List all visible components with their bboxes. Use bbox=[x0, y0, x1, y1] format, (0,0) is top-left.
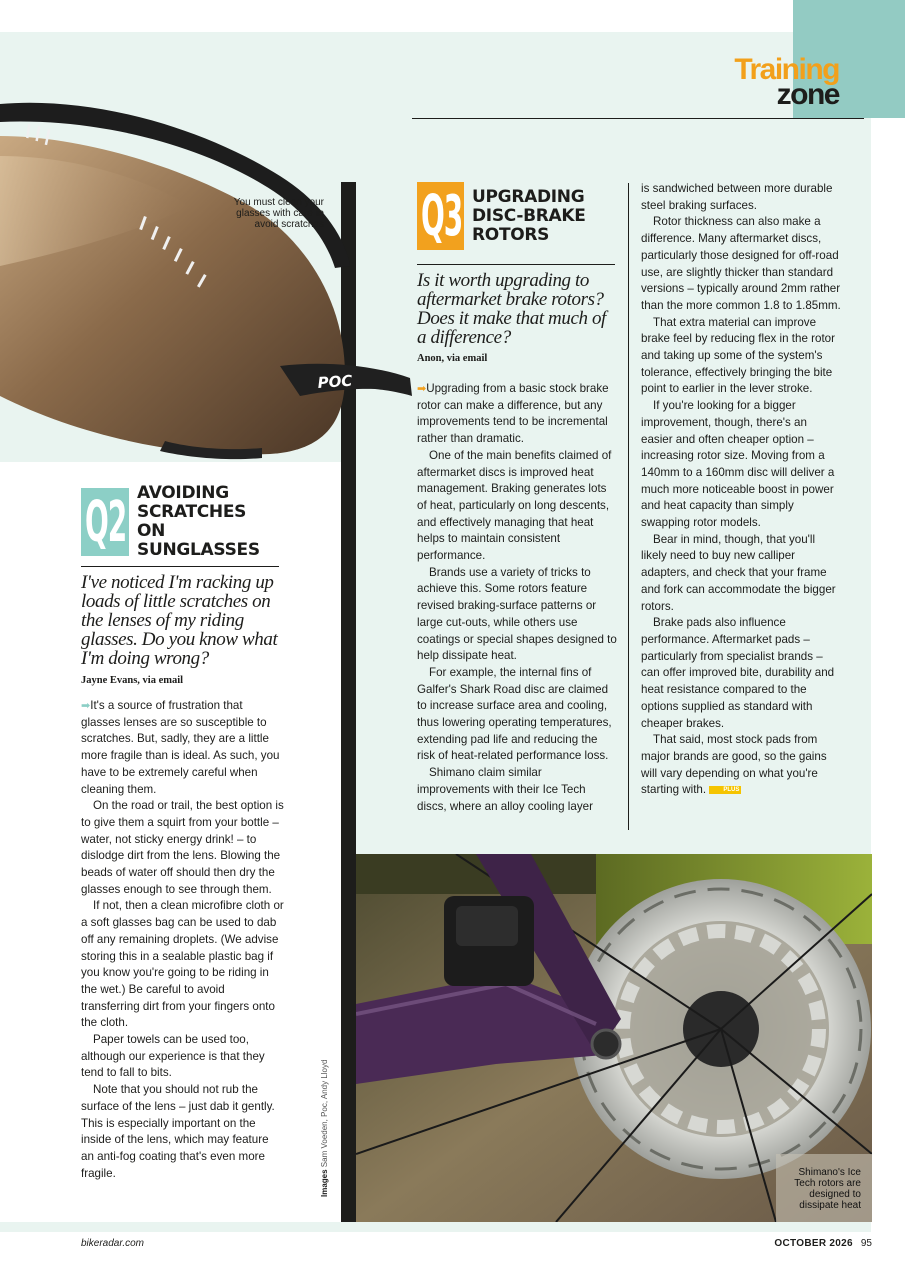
q2-number: Q2 bbox=[85, 490, 127, 555]
page-number: 95 bbox=[860, 1238, 872, 1249]
q2-question: I've noticed I'm racking up loads of little scratches on the lenses of my riding glasses. Do you know what I'm doing wrong? bbox=[81, 572, 278, 669]
end-mark-icon: PLUS bbox=[709, 786, 741, 794]
q3-paragraph: If you're looking for a bigger improvement, though, there's an easier and often cheaper option – increasing rotor size. Moving from a 140mm to a 160mm disc will deliver a much more noticeable boost in power and heat capacity than simply swapping rotor models. bbox=[641, 399, 835, 530]
q2-asker: Jayne Evans, via email bbox=[81, 675, 184, 686]
sunglasses-photo bbox=[0, 96, 416, 466]
q3-answer-column-1 bbox=[417, 381, 617, 815]
q3-paragraph: That said, most stock pads from major brands are good, so the gains will vary depending on what you're starting with. PLUS bbox=[641, 733, 827, 797]
q2-paragraph: Paper towels can be used too, although our experience is that they tend to fall to bits. bbox=[81, 1033, 265, 1080]
section-logo bbox=[734, 53, 839, 111]
q3-title-rule bbox=[417, 264, 615, 265]
q3-paragraph: Shimano claim similar improvements with their Ice Tech discs, where an alloy cooling layer bbox=[417, 766, 593, 813]
q3-paragraph: Brands use a variety of tricks to achieve this. Some rotors feature revised braking-surface patterns or large cut-outs, while others use coatings or special shapes designed to help dissipate heat. bbox=[417, 565, 617, 663]
q3-paragraph: Rotor thickness can also make a difference. Many aftermarket discs, particularly those designed for off-road use, are slightly thicker than standard versions – typically around 2mm rather than the more common 1.8 to 1.85mm. bbox=[641, 215, 841, 312]
footer-issue-date: OCTOBER 2026 bbox=[774, 1238, 853, 1249]
section-logo-line1: Training bbox=[734, 53, 839, 86]
q2-paragraph: Note that you should not rub the surface of the lens – just dab it gently. This is especially important on the inside of the lens, which may feature an anti-fog coating that's even more fragile. bbox=[81, 1083, 275, 1180]
q3-number: Q3 bbox=[421, 184, 463, 249]
arrow-icon: ➡ bbox=[81, 700, 91, 712]
q3-paragraph: Bear in mind, though, that you'll likely need to buy new calliper adapters, and check that your frame and fork can accommodate the bigger rotors. bbox=[641, 532, 836, 613]
q3-heading bbox=[417, 182, 592, 250]
q2-heading bbox=[81, 484, 267, 560]
image-credit: Images Sam Voeden, Poc, Andy Lloyd bbox=[320, 1059, 329, 1197]
footer-site: bikeradar.com bbox=[81, 1238, 144, 1249]
q3-paragraph: is sandwiched between more durable steel braking surfaces. bbox=[641, 182, 833, 212]
q2-title: AVOIDING SCRATCHES ON SUNGLASSES bbox=[137, 483, 260, 560]
glasses-caption: You must clean your glasses with care to avoid scratches bbox=[233, 197, 324, 230]
footer-issue bbox=[774, 1238, 872, 1249]
header-rule bbox=[412, 118, 864, 119]
q2-title-rule bbox=[81, 566, 279, 567]
arrow-icon: ➡ bbox=[417, 383, 427, 395]
poc-logo: POC bbox=[317, 371, 353, 392]
q3-paragraph: That extra material can improve brake feel by reducing flex in the rotor and taking up some of the system's tolerance, effectively bringing the bite point to earlier in the lever stroke. bbox=[641, 315, 835, 396]
q2-number-box bbox=[81, 488, 129, 556]
q2-paragraph: If not, then a clean microfibre cloth or a soft glasses bag can be used to dab off any remaining droplets. (We advise storing this in a sealable plastic bag if you know you're going to be riding in the wet.) Be careful to avoid transferring dirt from your fingers onto the cloth. bbox=[81, 899, 284, 1030]
q2-answer bbox=[81, 698, 284, 1182]
bike-caption: Shimano's Ice Tech rotors are designed to dissipate heat bbox=[794, 1167, 861, 1211]
q3-paragraph: For example, the internal fins of Galfer's Shark Road disc are claimed to increase surface area and cooling, thus lowering operating temperatures, extending pad life and reducing the risk of heat-related performance loss. bbox=[417, 665, 612, 763]
q3-question: Is it worth upgrading to aftermarket brake rotors? Does it make that much of a difference? bbox=[417, 270, 606, 348]
q3-paragraph: One of the main benefits claimed of aftermarket discs is improved heat management. Braking generates lots of heat, particularly on long descents, and effectively managing that heat helps to maintain consistent performance. bbox=[417, 448, 612, 563]
column-rule bbox=[628, 183, 629, 830]
q3-paragraph: ➡Upgrading from a basic stock brake rotor can make a difference, but any improvements tend to be incremental rather than dramatic. bbox=[417, 382, 609, 446]
q3-paragraph: Brake pads also influence performance. Aftermarket pads – particularly from specialist brands – can offer improved bite, durability and heat resistance compared to the options supplied as standard with cheaper brakes. bbox=[641, 616, 835, 730]
q3-number-box bbox=[417, 182, 464, 250]
q3-answer-column-2 bbox=[641, 181, 841, 799]
q3-asker: Anon, via email bbox=[417, 353, 488, 364]
q2-paragraph: ➡It's a source of frustration that glasses lenses are so susceptible to scratches. But, sadly, they are a little more fragile than is ideal. As such, you have to be extremely careful when cleaning them. bbox=[81, 699, 280, 796]
section-logo-line2: zone bbox=[776, 77, 839, 111]
q3-title: UPGRADING DISC-BRAKE ROTORS bbox=[472, 186, 586, 245]
q2-paragraph: On the road or trail, the best option is to give them a squirt from your bottle – water, not sticky energy drink! – to dislodge dirt from the lens. Blowing the beads of water off should then dry the glasses enough to see through them. bbox=[81, 799, 284, 896]
